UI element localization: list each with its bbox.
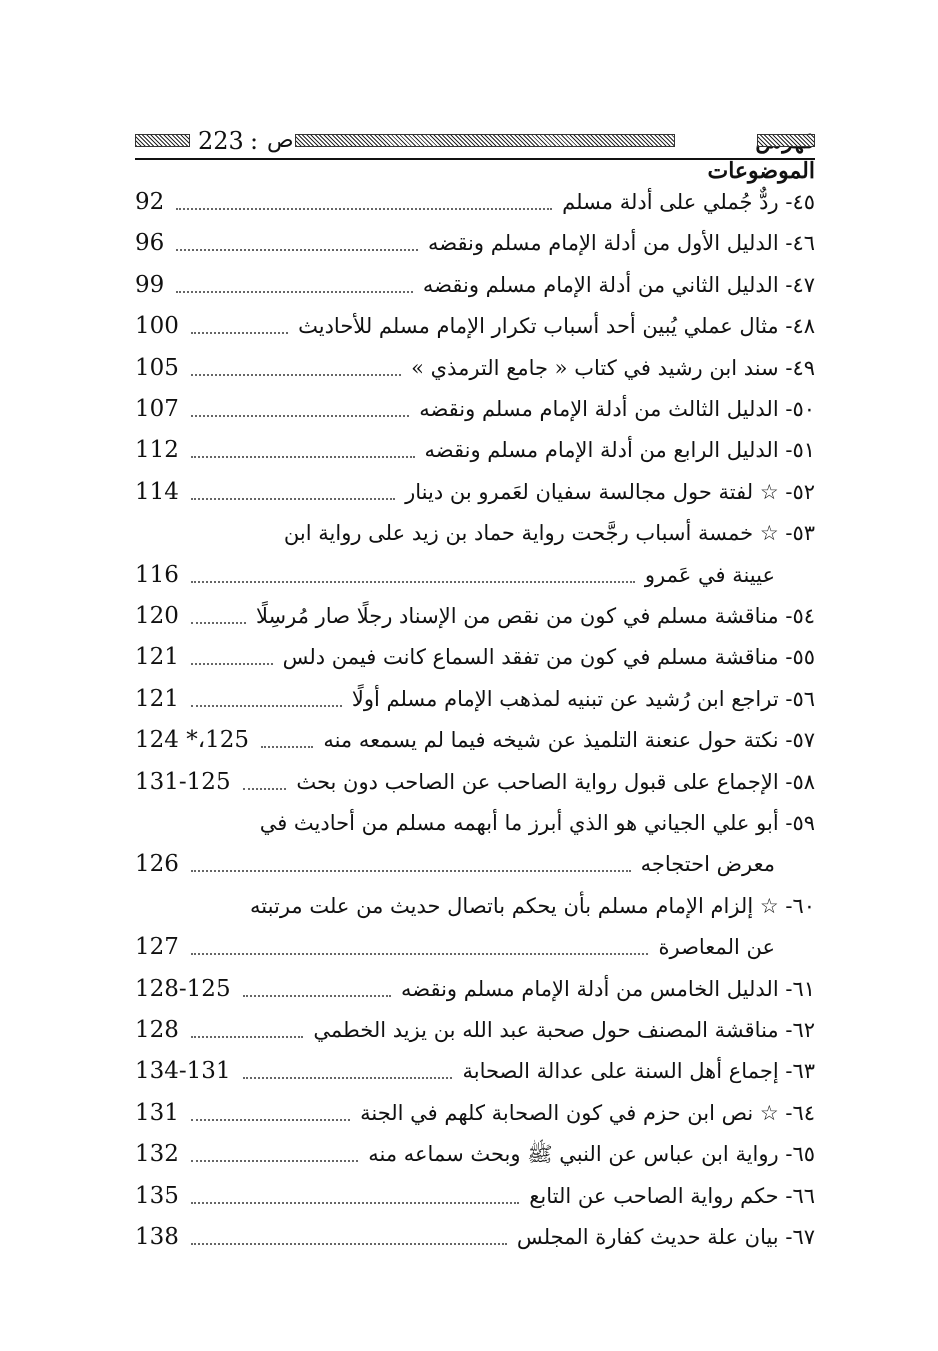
dot-leader [191,415,409,417]
entry-title-continuation: عن المعاصرة [658,935,775,960]
toc-entry-line [135,389,815,429]
header-rule [135,158,815,160]
toc-entry-line [135,555,815,595]
dot-leader [243,788,287,790]
entry-title: ٤٥- ردٌّ جُملي على أدلة مسلم [562,190,815,214]
dot-leader [191,1160,358,1162]
dot-leader [191,663,273,665]
entry-page-number: 121 [135,644,179,671]
entry-page-number: 116 [135,561,179,588]
dot-leader [191,498,395,500]
toc-entry-line [135,513,815,553]
dot-leader [191,622,246,624]
header-ornament-left [135,134,190,147]
toc-entry-line [135,182,815,222]
entry-page-number: 120 [135,603,179,629]
toc-entry-line [135,430,815,470]
entry-title: ٤٦- الدليل الأول من أدلة الإمام مسلم ونقضه [427,231,815,256]
entry-page-number: 128-125 [135,975,231,1002]
header-ornament-right [757,134,815,147]
entry-title: ٥٤- مناقشة مسلم في كون من نقص من الإسناد رجلًا صار مُرسِلًا [256,604,815,628]
running-header [135,126,815,184]
entry-title: ٤٨- مثال عملي يُبين أحد أسباب تكرار الإمام مسلم للأحاديث [298,314,815,339]
entry-title: ٦١- الدليل الخامس من أدلة الإمام مسلم ونقضه [400,976,815,1001]
entry-page-number: 112 [135,437,179,464]
toc-entry-line [135,886,815,926]
dot-leader [191,1202,519,1204]
dot-leader [261,746,313,748]
entry-title: ٤٩- سند ابن رشيد في كتاب « جامع الترمذي » [411,355,815,380]
entry-title: ٥٥- مناقشة مسلم في كون من تفقد السماع كانت فيمن دلس [282,645,815,670]
dot-leader [176,249,418,251]
toc-entry-line [135,1093,815,1133]
entry-title: ٦٦- حكم رواية الصاحب عن التابع [529,1183,815,1208]
header-ornament-middle [295,134,675,147]
dot-leader [176,208,552,210]
toc-entry-line [135,969,815,1009]
header-title: الموضوعات [707,158,815,184]
toc-entry-line [135,596,815,636]
entry-title: ٦٢- مناقشة المصنف حول صحبة عبد الله بن يزيد الخطمي [313,1018,815,1042]
entry-page-number: 92 [135,189,165,215]
toc-entry-line [135,1176,815,1216]
header-separator: : [250,127,259,155]
entry-page-number: 100 [135,313,179,340]
entry-title: ٥٠- الدليل الثالث من أدلة الإمام مسلم ونقضه [419,397,815,421]
entry-page-number: 96 [135,230,165,257]
entry-title: ٤٧- الدليل الثاني من أدلة الإمام مسلم ونقضه [422,272,815,297]
toc-entry-line [135,927,815,967]
toc-entry-line [135,762,815,802]
toc-entry-line [135,348,815,388]
dot-leader [191,953,649,955]
entry-page-number: 138 [135,1224,179,1250]
entry-title: ٥٢- ☆ لفتة حول مجالسة سفيان لعَمرو بن دينار [405,479,815,504]
entry-page-number: 126 [135,851,179,878]
entry-page-number: 124 *،125 [135,727,250,754]
toc-entry-line [135,679,815,719]
dot-leader [191,456,415,458]
entry-page-number: 127 [135,934,179,961]
entry-title: ٥٧- نكتة حول عنعنة التلميذ عن شيخه فيما لم يسمعه منه [323,728,815,753]
entry-title-continuation: عيينة في عَمرو [644,562,775,587]
dot-leader [176,291,413,293]
entry-page-number: 121 [135,685,179,712]
entry-title: ٥٦- تراجع ابن رُشيد عن تبنيه لمذهب الإمام مسلم أولًا [351,686,815,711]
toc-entry-line [135,1134,815,1174]
entry-title: ٦٧- بيان علة حديث كفارة المجلس [516,1225,815,1249]
toc-entry-line [135,472,815,512]
entry-page-number: 107 [135,396,179,422]
entry-title: ٥٩- أبو علي الجياني هو الذي أبرز ما أبهمه مسلم من أحاديث في [259,811,815,835]
dot-leader [191,1243,507,1245]
entry-page-number: 131 [135,1099,179,1126]
toc-entry-line [135,223,815,263]
toc-entry-line [135,306,815,346]
toc-entry-line [135,803,815,843]
toc-entry-line [135,1217,815,1257]
dot-leader [243,995,391,997]
entry-page-number: 99 [135,271,165,298]
entry-title: ٥٨- الإجماع على قبول رواية الصاحب عن الصاحب دون بحث [296,769,815,794]
dot-leader [191,332,288,334]
entry-title: ٦٥- رواية ابن عباس عن النبي ﷺ وبحث سماعه منه [368,1142,815,1167]
dot-leader [191,1119,350,1121]
header-page-label: ص [267,128,294,153]
entry-page-number: 128 [135,1017,179,1043]
entry-title: ٦٠- ☆ إلزام الإمام مسلم بأن يحكم باتصال حديث من علت مرتبته [250,893,815,918]
entry-page-number: 132 [135,1141,179,1168]
dot-leader [191,870,631,872]
toc-entry-line [135,637,815,677]
dot-leader [243,1077,453,1079]
toc-entry-line [135,720,815,760]
entry-title-continuation: معرض احتجاجه [640,852,775,877]
header-page-number: 223 [198,127,244,155]
dot-leader [191,374,401,376]
entry-title: ٥٣- ☆ خمسة أسباب رجَّحت رواية حماد بن زيد على رواية ابن [283,521,815,546]
entry-title: ٦٣- إجماع أهل السنة على عدالة الصحابة [462,1059,815,1084]
entry-page-number: 105 [135,354,179,381]
entry-page-number: 114 [135,478,179,505]
entry-page-number: 135 [135,1182,179,1209]
dot-leader [191,1036,303,1038]
toc-entry-line [135,265,815,305]
entry-page-number: 134-131 [135,1058,231,1085]
dot-leader [191,705,342,707]
toc-entry-line [135,1051,815,1091]
dot-leader [191,581,635,583]
toc-entry-line [135,844,815,884]
entry-title: ٥١- الدليل الرابع من أدلة الإمام مسلم ونقضه [424,438,815,463]
toc-entry-line [135,1010,815,1050]
entry-title: ٦٤- ☆ نص ابن حزم في كون الصحابة كلهم في الجنة [360,1100,815,1125]
entry-page-number: 131-125 [135,768,231,795]
